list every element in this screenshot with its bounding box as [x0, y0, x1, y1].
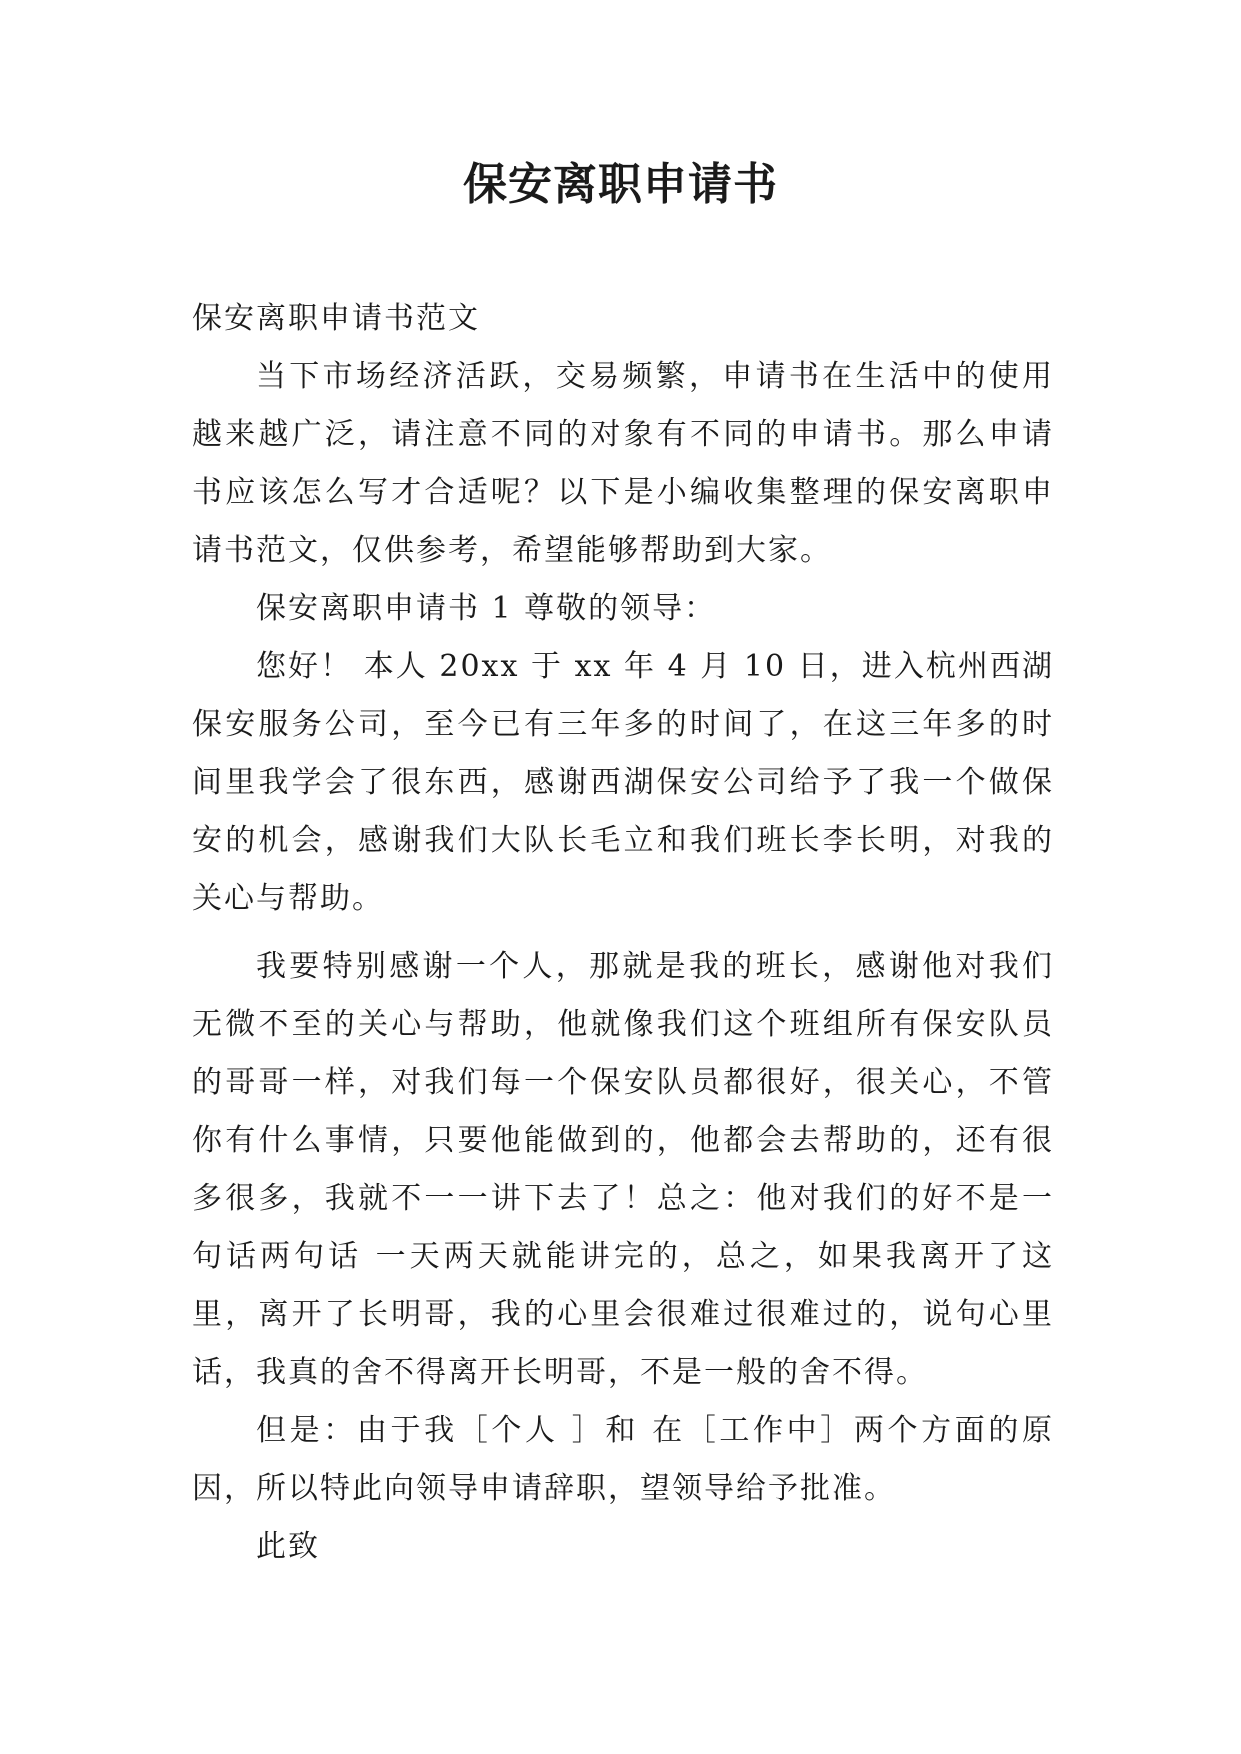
intro-paragraph: 当下市场经济活跃，交易频繁，申请书在生活中的使用越来越广泛，请注意不同的对象有不同的申请书。那么申请书应该怎么写才合适呢？以下是小编收集整理的保安离职申请书范文，仅供参考，希望能够帮助到大家。 — [192, 359, 1054, 568]
resignation-paragraph: 但是：由于我［个人 ］和 在［工作中］两个方面的原因，所以特此向领导申请辞职，望领导给予批准。 — [192, 1413, 1054, 1506]
document-title: 保安离职申请书 — [463, 159, 778, 210]
greeting-paragraph: 您好！ 本人 20xx 于 xx 年 4 月 10 日，进入杭州西湖保安服务公司，至今已有三年多的时间了，在这三年多的时间里我学会了很东西，感谢西湖保安公司给予了我一个做保安的机会，感谢我们大队长毛立和我们班长李长明，对我的关心与帮助。 — [192, 649, 1054, 916]
closing-line: 此致 — [256, 1529, 320, 1564]
letter-heading: 保安离职申请书 1 尊敬的领导： — [256, 591, 717, 626]
thanks-paragraph: 我要特别感谢一个人，那就是我的班长，感谢他对我们无微不至的关心与帮助，他就像我们这个班组所有保安队员的哥哥一样，对我们每一个保安队员都很好，很关心，不管你有什么事情，只要他能做到的，他都会去帮助的，还有很多很多，我就不一一讲下去了！总之：他对我们的好不是一句话两句话 一天两天就能讲完的，总之，如果我离开了这里，离开了长明哥，我的心里会很难过很难过的，说句心里话，我真的舍不得离开长明哥，不是一般的舍不得。 — [192, 949, 1054, 1390]
document-body — [192, 290, 1054, 1576]
document-subtitle: 保安离职申请书范文 — [192, 301, 480, 336]
